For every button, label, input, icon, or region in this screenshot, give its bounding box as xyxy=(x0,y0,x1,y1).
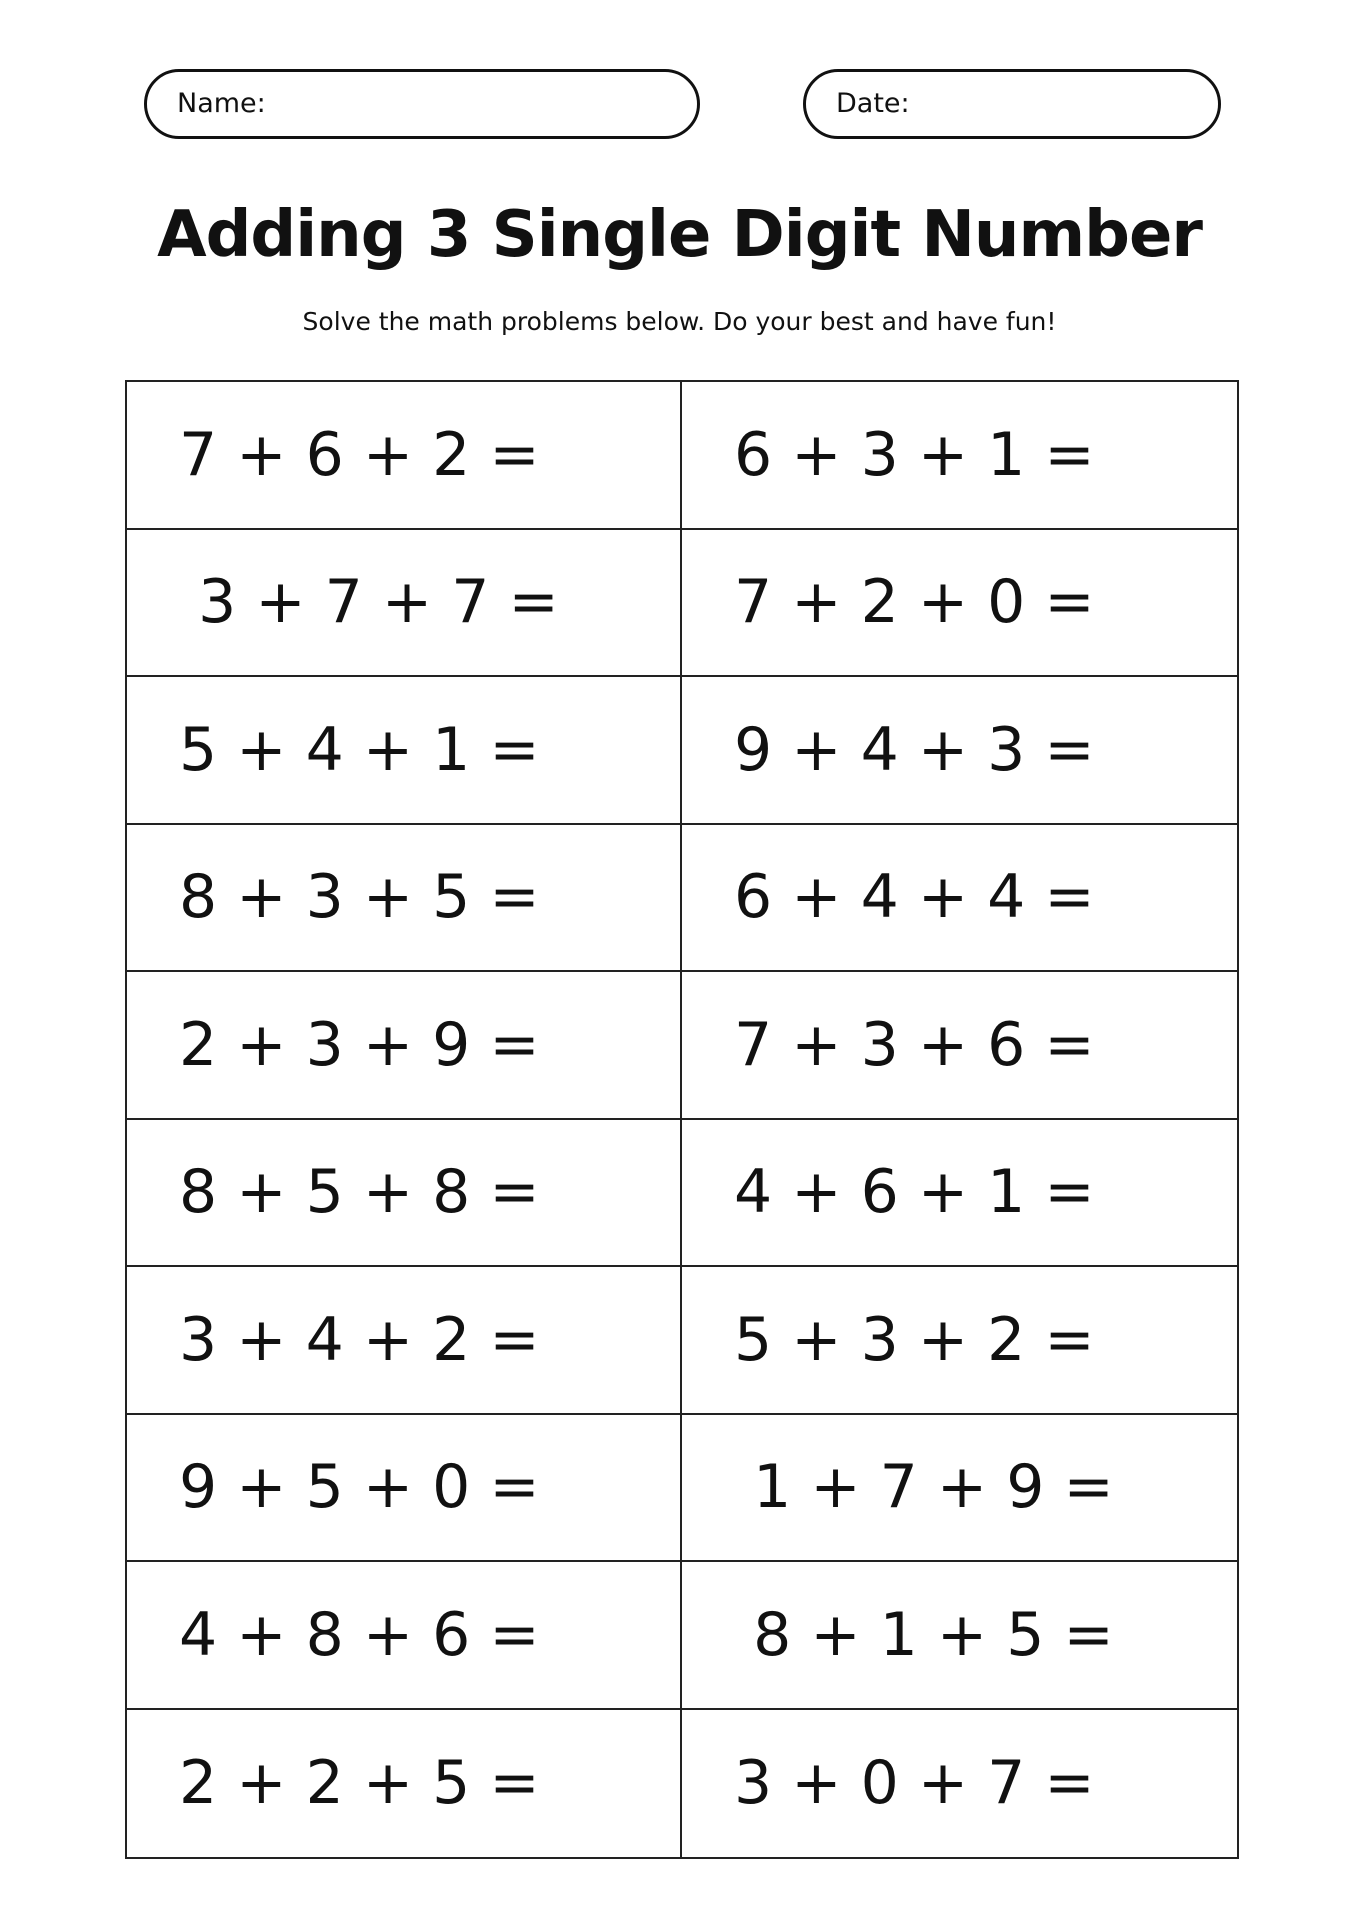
problem-cell: 3 + 0 + 7 = xyxy=(734,1748,1095,1819)
problem-cell: 8 + 1 + 5 = xyxy=(682,1562,1237,1710)
problem-cell: 8 + 5 + 8 = xyxy=(127,1120,682,1268)
problem-cell: 4 + 8 + 6 = xyxy=(127,1562,682,1710)
name-label: Name: xyxy=(177,88,266,119)
problem-cell: 7 + 3 + 6 = xyxy=(682,972,1237,1120)
problem-cell: 6 + 4 + 4 = xyxy=(682,825,1237,973)
problem-cell: 5 + 4 + 1 = xyxy=(127,677,682,825)
problem-cell: 2 + 3 + 9 = xyxy=(127,972,682,1120)
problem-cell: 8 + 3 + 5 = xyxy=(127,825,682,973)
worksheet-title: Adding 3 Single Digit Number xyxy=(157,198,1202,272)
date-field[interactable] xyxy=(803,69,1221,139)
date-label: Date: xyxy=(836,88,910,119)
problem-cell: 3 + 4 + 2 = xyxy=(127,1267,682,1415)
problem-cell: 5 + 3 + 2 = xyxy=(682,1267,1237,1415)
problem-cell: 9 + 5 + 0 = xyxy=(127,1415,682,1563)
problem-cell: 7 + 6 + 2 = xyxy=(127,382,682,530)
problem-cell: 9 + 4 + 3 = xyxy=(682,677,1237,825)
problems-grid xyxy=(125,380,1239,1859)
problem-cell: 7 + 2 + 0 = xyxy=(682,530,1237,678)
problem-cell: 3 + 7 + 7 = xyxy=(127,530,682,678)
problem-cell: 6 + 3 + 1 = xyxy=(682,382,1237,530)
name-field[interactable] xyxy=(144,69,700,139)
problem-cell: 4 + 6 + 1 = xyxy=(682,1120,1237,1268)
worksheet-instructions: Solve the math problems below. Do your best and have fun! xyxy=(302,307,1057,336)
problem-cell: 2 + 2 + 5 = xyxy=(127,1710,682,1858)
problem-cell: 1 + 7 + 9 = xyxy=(682,1415,1237,1563)
